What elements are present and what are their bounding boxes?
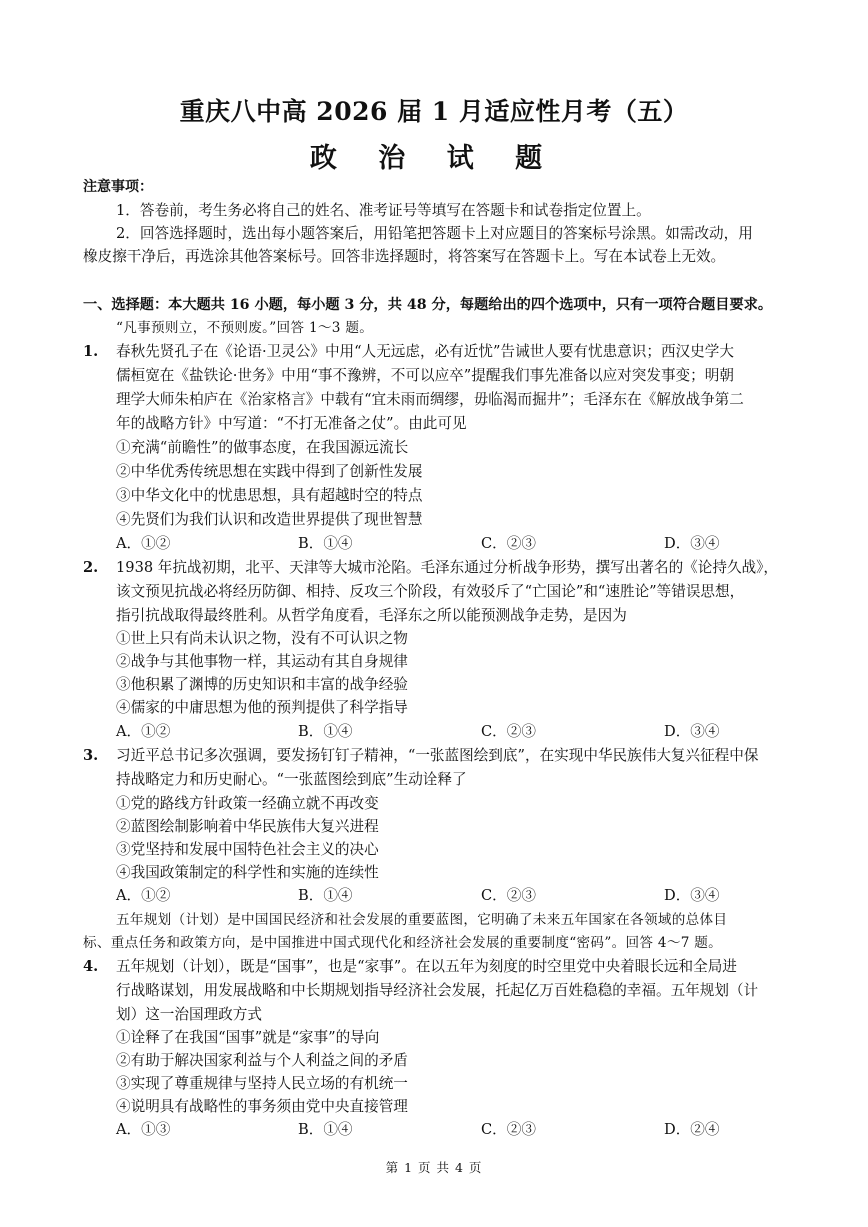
option-b[interactable]: B．①④ <box>298 723 353 740</box>
notice-item-2-line-1: 2．回答选择题时，选出每小题答案后，用铅笔把答题卡上对应题目的答案标号涂黑。如需改动，用 <box>116 225 753 242</box>
option-d[interactable]: D．③④ <box>664 887 720 904</box>
notice-item-2-line-2: 橡皮擦干净后，再选涂其他答案标号。回答非选择题时，将答案写在答题卡上。写在本试卷上无效。 <box>83 248 726 265</box>
question-stem-line: 春秋先贤孔子在《论语·卫灵公》中用“人无远虑，必有近忧”告诫世人要有忧患意识；西汉史学大 <box>116 343 734 360</box>
answer-options <box>116 532 816 556</box>
answer-options <box>116 1118 816 1142</box>
option-c[interactable]: C．②③ <box>481 1121 536 1138</box>
statement-item: ②战争与其他事物一样，其运动有其自身规律 <box>116 653 408 670</box>
option-a[interactable]: A．①② <box>116 535 171 552</box>
material-intro-1: “凡事预则立，不预则废。”回答 1～3 题。 <box>116 320 374 336</box>
question-stem-line: 理学大师朱柏庐在《治家格言》中载有“宜未雨而绸缪，毋临渴而掘井”；毛泽东在《解放战争第二 <box>116 391 744 408</box>
section-heading: 一、选择题：本大题共 16 小题，每小题 3 分，共 48 分，每题给出的四个选项中，只有一项符合题目要求。 <box>83 297 773 313</box>
statement-item: ④先贤们为我们认识和改造世界提供了现世智慧 <box>116 511 423 528</box>
question-stem-line: 儒桓宽在《盐铁论·世务》中用“事不豫辨，不可以应卒”提醒我们事先准备以应对突发事变；明朝 <box>116 367 734 384</box>
option-c[interactable]: C．②③ <box>481 535 536 552</box>
statement-item: ④说明具有战略性的事务须由党中央直接管理 <box>116 1098 408 1115</box>
question-number: 2. <box>83 559 99 576</box>
option-c[interactable]: C．②③ <box>481 887 536 904</box>
option-b[interactable]: B．①④ <box>298 887 353 904</box>
question-number: 1. <box>83 343 99 360</box>
question-stem-line: 1938 年抗战初期，北平、天津等大城市沦陷。毛泽东通过分析战争形势，撰写出著名的《论持久战》， <box>116 559 779 576</box>
question-stem-line: 指引抗战取得最终胜利。从哲学角度看，毛泽东之所以能预测战争走势，是因为 <box>116 607 627 624</box>
question-stem-line: 行战略谋划，用发展战略和中长期规划指导经济社会发展，托起亿万百姓稳稳的幸福。五年规划（计 <box>116 982 759 999</box>
statement-item: ②有助于解决国家利益与个人利益之间的矛盾 <box>116 1052 408 1069</box>
option-d[interactable]: D．③④ <box>664 535 720 552</box>
statement-item: ②中华优秀传统思想在实践中得到了创新性发展 <box>116 463 423 480</box>
question-stem-line: 持战略定力和历史耐心。“一张蓝图绘到底”生动诠释了 <box>116 771 467 788</box>
answer-options <box>116 884 816 908</box>
statement-item: ③他积累了渊博的历史知识和丰富的战争经验 <box>116 676 408 693</box>
statement-item: ③中华文化中的忧患思想，具有超越时空的特点 <box>116 487 423 504</box>
statement-item: ④我国政策制定的科学性和实施的连续性 <box>116 864 379 881</box>
question-stem-line: 划）这一治国理政方式 <box>116 1006 262 1023</box>
statement-item: ①诠释了在我国“国事”就是“家事”的导向 <box>116 1029 380 1046</box>
statement-item: ③实现了尊重规律与坚持人民立场的有机统一 <box>116 1075 408 1092</box>
option-a[interactable]: A．①② <box>116 887 171 904</box>
notice-heading: 注意事项： <box>83 179 153 195</box>
statement-item: ①充满“前瞻性”的做事态度，在我国源远流长 <box>116 439 409 456</box>
statement-item: ①党的路线方针政策一经确立就不再改变 <box>116 795 379 812</box>
statement-item: ③党坚持和发展中国特色社会主义的决心 <box>116 841 379 858</box>
option-b[interactable]: B．①④ <box>298 535 353 552</box>
statement-item: ④儒家的中庸思想为他的预判提供了科学指导 <box>116 699 408 716</box>
page-number-footer: 第 1 页 共 4 页 <box>385 1160 483 1175</box>
notice-item-1: 1．答卷前，考生务必将自己的姓名、准考证号等填写在答题卡和试卷指定位置上。 <box>116 202 651 219</box>
question-stem-line: 该文预见抗战必将经历防御、相持、反攻三个阶段，有效驳斥了“亡国论”和“速胜论”等错误思想， <box>116 583 745 600</box>
question-stem-line: 五年规划（计划），既是“国事”，也是“家事”。在以五年为刻度的时空里党中央着眼长远和全局进 <box>116 958 737 975</box>
statement-item: ①世上只有尚未认识之物，没有不可认识之物 <box>116 630 408 647</box>
question-stem-line: 年的战略方针》中写道：“不打无准备之仗”。由此可见 <box>116 415 467 432</box>
question-number: 4. <box>83 958 99 975</box>
material-intro-2-line-2: 标、重点任务和政策方向，是中国推进中国式现代化和经济社会发展的重要制度“密码”。回答 4～7 题。 <box>83 935 723 951</box>
exam-title: 重庆八中高 2026 届 1 月适应性月考（五） <box>179 97 689 126</box>
option-d[interactable]: D．③④ <box>664 723 720 740</box>
answer-options <box>116 720 816 744</box>
option-c[interactable]: C．②③ <box>481 723 536 740</box>
option-b[interactable]: B．①④ <box>298 1121 353 1138</box>
option-d[interactable]: D．②④ <box>664 1121 720 1138</box>
option-a[interactable]: A．①② <box>116 723 171 740</box>
exam-subtitle: 政 治 试 题 <box>309 143 559 174</box>
statement-item: ②蓝图绘制影响着中华民族伟大复兴进程 <box>116 818 379 835</box>
material-intro-2-line-1: 五年规划（计划）是中国国民经济和社会发展的重要蓝图，它明确了未来五年国家在各领域的总体目 <box>116 912 728 928</box>
option-a[interactable]: A．①③ <box>116 1121 171 1138</box>
question-number: 3. <box>83 747 99 764</box>
question-stem-line: 习近平总书记多次强调，要发扬钉钉子精神，“一张蓝图绘到底”，在实现中华民族伟大复兴征程中保 <box>116 747 759 764</box>
